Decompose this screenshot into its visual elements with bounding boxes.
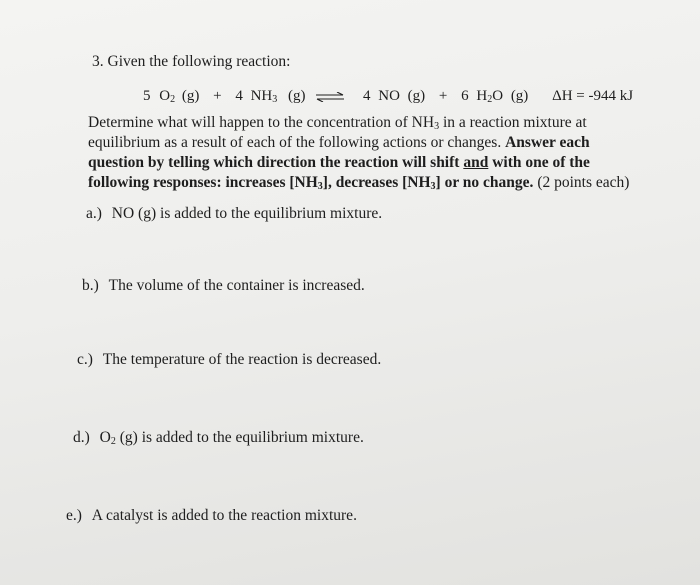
plus-sign-1: + (213, 88, 222, 104)
enthalpy-change: ΔH = -944 kJ (552, 88, 634, 104)
product-2-state: (g) (510, 88, 529, 104)
reactant-1-coef: 5 (143, 88, 151, 104)
plus-sign-2: + (438, 88, 448, 104)
part-e-label: e.) (66, 507, 82, 524)
part-d-text: $O_2$ (g) is added to the equilibrium mixture. (99, 429, 364, 447)
part-c-text: The temperature of the reaction is decreased. (102, 351, 382, 368)
part-e-text: A catalyst is added to the reaction mixture. (91, 507, 357, 524)
instruction-line-3: question by telling which direction the reaction will shift and with one of the (88, 154, 590, 171)
equilibrium-arrow-icon (315, 92, 345, 102)
reactant-1-state: (g) (181, 88, 200, 104)
part-a-text: NO (g) is added to the equilibrium mixture. (111, 205, 383, 222)
reactant-1-formula: $O_2$ (159, 88, 176, 105)
product-2-coef: 6 (461, 88, 469, 104)
part-c (77, 351, 381, 369)
product-1-formula: NO (378, 88, 400, 104)
reactant-2-formula: $NH_3$ (250, 88, 278, 105)
part-d-label: d.) (73, 429, 90, 446)
reactant-2-coef: 4 (235, 88, 243, 104)
product-2-formula: $H_2O$ (476, 88, 504, 105)
part-c-label: c.) (77, 351, 93, 368)
part-b-label: b.) (82, 277, 99, 294)
question-instructions (88, 113, 678, 193)
question-title: 3. Given the following reaction: (92, 53, 291, 70)
part-a (86, 205, 382, 223)
part-e (66, 507, 357, 525)
part-a-label: a.) (86, 205, 102, 222)
part-b-text: The volume of the container is increased. (108, 277, 365, 294)
instruction-line-1: Determine what will happen to the concentration of $NH_3$ in a reaction mixture at (88, 114, 587, 132)
product-1-state: (g) (407, 88, 426, 104)
part-b (82, 277, 365, 295)
chemical-equation (143, 88, 633, 105)
instruction-line-4: following responses: increases $[NH_3]$, decreases $[NH_3]$ or no change. (2 points each) (88, 174, 630, 192)
reactant-2-state: (g) (287, 88, 306, 104)
instruction-line-2: equilibrium as a result of each of the following actions or changes. Answer each (88, 134, 590, 151)
part-d (73, 429, 364, 447)
product-1-coef: 4 (362, 88, 371, 104)
